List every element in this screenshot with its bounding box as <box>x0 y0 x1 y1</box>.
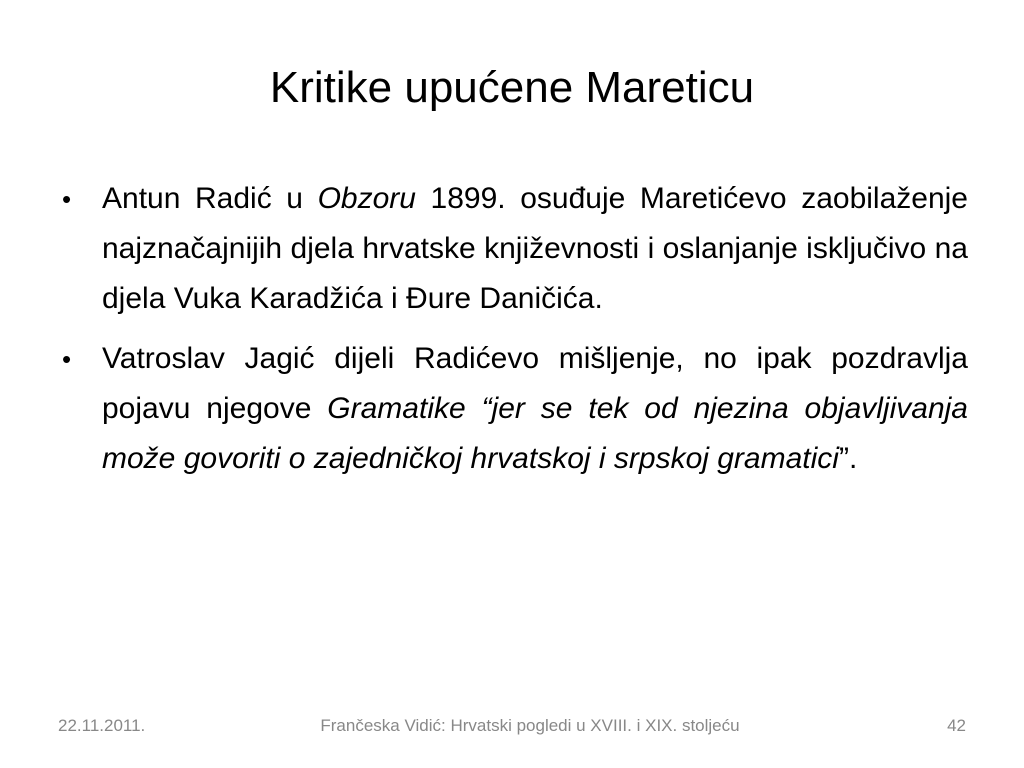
page-number: 42 <box>947 716 966 735</box>
bullet-1-segment-3: 1899. osuđuje Maretićevo zaobilaženje najznačajnijih djela hrvatske književnosti i oslanjanje isključivo na djela Vuka Karadžića i Đure Daničića. <box>102 182 968 315</box>
bullet-2-segment-quote: Gramatike “jer se tek od njezina objavljivanja može govoriti o zajedničkoj hrvatskoj i srpskoj gramatici <box>102 392 968 475</box>
slide-title: Kritike upućene Mareticu <box>269 63 755 112</box>
bullet-1-segment-obzoru: Obzoru <box>317 182 416 215</box>
bullet-text-2 <box>102 342 968 475</box>
bullet-1-segment-1: Antun Radić u <box>102 182 318 215</box>
bullet-2-segment-3: ”. <box>838 442 858 475</box>
bullet-item-jagic <box>62 334 968 484</box>
footer-author-title: Frančeska Vidić: Hrvatski pogledi u XVIII. i XIX. stoljeću <box>320 716 740 735</box>
bullet-item-radic <box>62 174 968 324</box>
bullet-symbol: • <box>62 184 72 214</box>
bullet-text-1 <box>102 182 968 315</box>
bullet-2-segment-1: Vatroslav Jagić dijeli Radićevo mišljenje, no ipak pozdravlja pojavu njegove <box>102 342 968 425</box>
footer-date: 22.11.2011. <box>58 716 146 735</box>
bullet-symbol: • <box>62 344 72 374</box>
bullet-list <box>62 174 968 494</box>
